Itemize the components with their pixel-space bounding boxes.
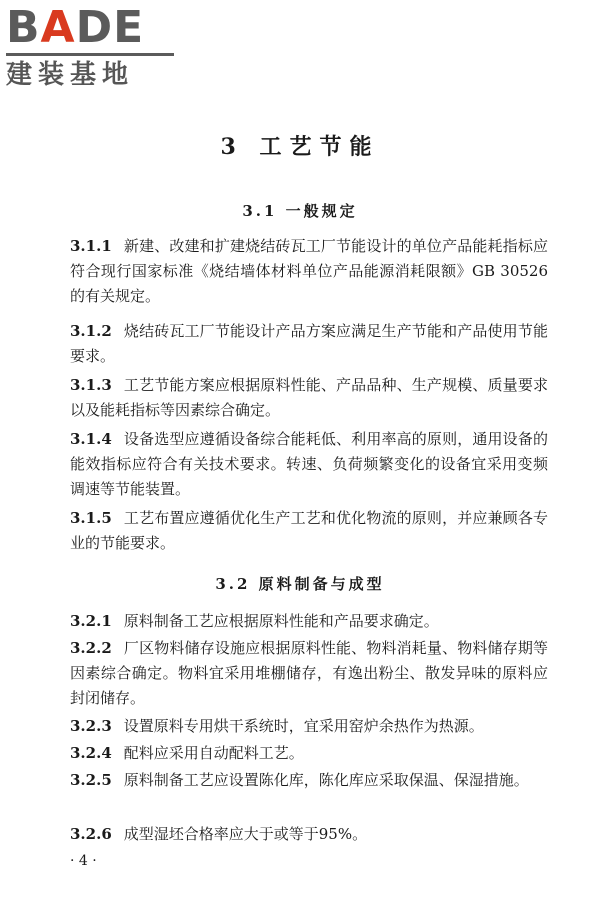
clause-3-2-3 [70,714,548,739]
clause-number: 3.1.4 [70,430,112,448]
clause-3-2-1 [70,609,548,634]
clause-number: 3.2.3 [70,717,112,735]
clause-number: 3.2.5 [70,771,112,789]
brand-logo [6,4,176,90]
clause-3-2-5 [70,768,548,793]
logo-subtitle: 建装基地 [6,60,135,90]
clause-text: 成型湿坯合格率应大于或等于95%。 [123,825,368,843]
section-title: 3.1 一般规定 [242,202,358,220]
clause-text: 工艺节能方案应根据原料性能、产品品种、生产规模、质量要求以及能耗指标等因素综合确定。 [70,376,548,419]
clause-text: 厂区物料储存设施应根据原料性能、物料消耗量、物料储存期等因素综合确定。物料宜采用堆棚储存，有逸出粉尘、散发异味的原料应封闭储存。 [70,639,548,707]
clause-number: 3.1.3 [70,376,112,394]
clause-3-1-4 [70,427,548,502]
clause-text: 设备选型应遵循设备综合能耗低、利用率高的原则，通用设备的能效指标应符合有关技术要求。转速、负荷频繁变化的设备宜采用变频调速等节能装置。 [70,430,548,498]
clause-number: 3.1.1 [70,237,112,255]
clause-3-1-3 [70,373,548,423]
logo-divider [6,53,174,56]
clause-3-2-4 [70,741,548,766]
clause-number: 3.2.4 [70,744,112,762]
clause-text: 新建、改建和扩建烧结砖瓦工厂节能设计的单位产品能耗指标应符合现行国家标准《烧结墙体材料单位产品能源消耗限额》GB 30526的有关规定。 [70,237,548,305]
clause-3-1-2 [70,319,548,369]
clause-number: 3.2.6 [70,825,112,843]
clause-number: 3.1.2 [70,322,112,340]
clause-3-1-5 [70,506,548,556]
logo-mark: BADE [6,2,145,53]
clause-3-2-6 [70,822,548,847]
chapter-title: 3 工艺节能 [220,134,380,160]
clause-number: 3.1.5 [70,509,112,527]
clause-3-1-1 [70,234,548,309]
clause-text: 烧结砖瓦工厂节能设计产品方案应满足生产节能和产品使用节能要求。 [70,322,548,365]
clause-number: 3.2.2 [70,639,112,657]
clause-text: 原料制备工艺应设置陈化库，陈化库应采取保温、保湿措施。 [123,771,529,789]
clause-number: 3.2.1 [70,612,112,630]
clause-text: 配料应采用自动配料工艺。 [123,744,304,762]
section-title: 3.2 原料制备与成型 [215,575,385,593]
clause-3-2-2 [70,636,548,711]
clause-text: 设置原料专用烘干系统时，宜采用窑炉余热作为热源。 [123,717,484,735]
clause-text: 原料制备工艺应根据原料性能和产品要求确定。 [123,612,439,630]
page-number: · 4 · [70,853,97,869]
clause-text: 工艺布置应遵循优化生产工艺和优化物流的原则，并应兼顾各专业的节能要求。 [70,509,548,552]
